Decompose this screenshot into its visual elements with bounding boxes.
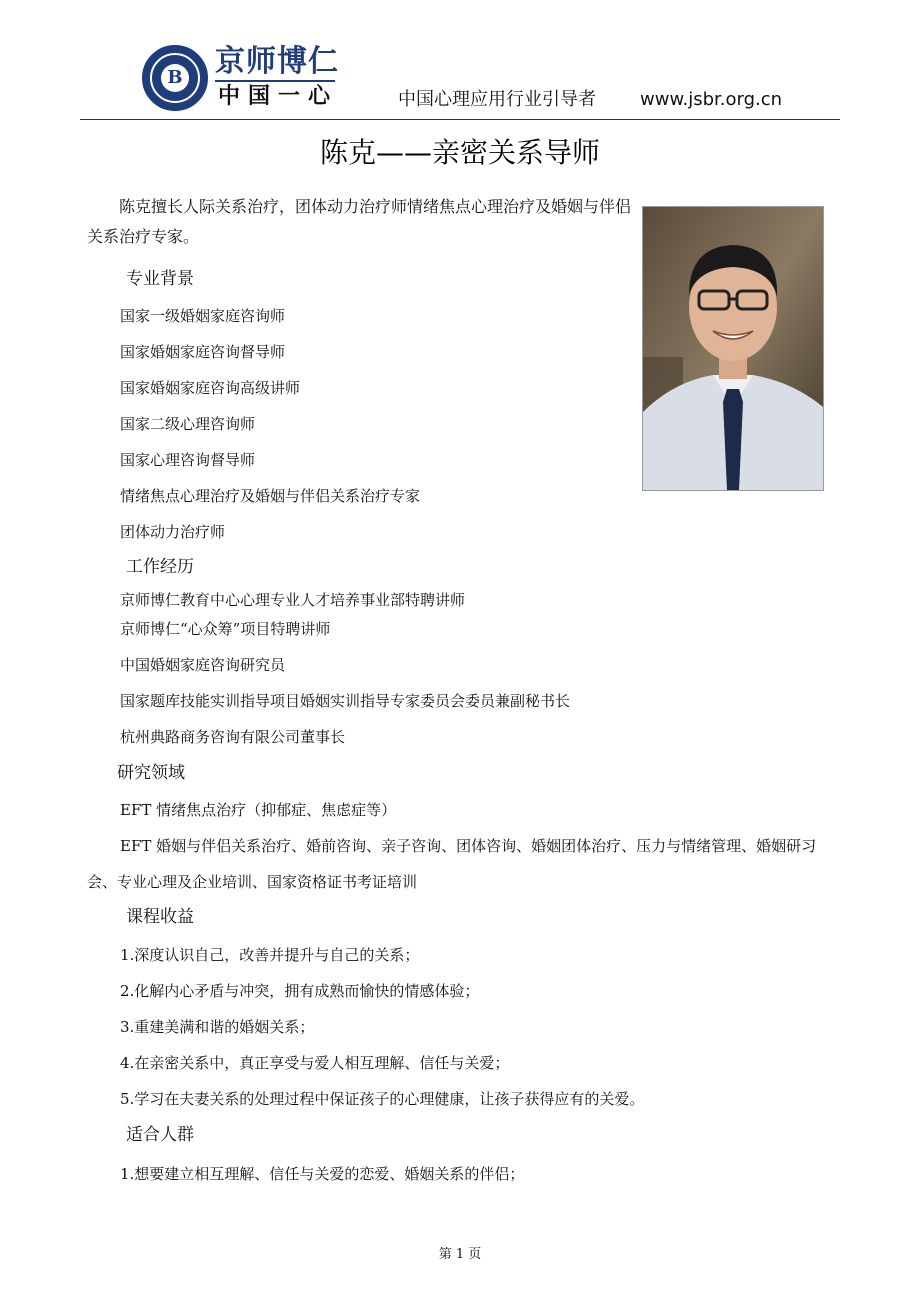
list-item: EFT 婚姻与伴侣关系治疗、婚前咨询、亲子咨询、团体咨询、婚姻团体治疗、压力与情绪管理、婚姻研习会、专业心理及企业培训、国家资格证书考证培训 — [87, 837, 817, 891]
list-item: 国家一级婚姻家庭咨询师 — [120, 307, 286, 325]
section-heading-audience: 适合人群 — [126, 1125, 194, 1145]
list-item: 3.重建美满和谐的婚姻关系； — [120, 1018, 315, 1036]
list-item: 1.想要建立相互理解、信任与关爱的恋爱、婚姻关系的伴侣； — [120, 1165, 525, 1183]
list-item: 京师博仁“心众筹”项目特聘讲师 — [120, 620, 331, 638]
brand-slogan: 中国一心 — [218, 84, 339, 109]
intro-paragraph: 陈克擅长人际关系治疗，团体动力治疗师情绪焦点心理治疗及婚姻与伴侣关系治疗专家。 — [87, 197, 632, 246]
jsbr-seal-logo-icon: B — [142, 45, 208, 111]
list-item: 国家心理咨询督导师 — [120, 451, 256, 469]
list-item: 国家二级心理咨询师 — [120, 415, 256, 433]
list-item: EFT 情绪焦点治疗（抑郁症、焦虑症等） — [120, 801, 397, 819]
header-divider — [80, 119, 840, 120]
section-heading-background: 专业背景 — [126, 269, 194, 289]
header-tagline: 中国心理应用行业引导者 — [398, 89, 596, 110]
list-item: 2.化解内心矛盾与冲突，拥有成熟而愉快的情感体验； — [120, 982, 480, 1000]
header-url: www.jsbr.org.cn — [640, 89, 783, 110]
list-item: 1.深度认识自己，改善并提升与自己的关系； — [120, 946, 420, 964]
list-item: 情绪焦点心理治疗及婚姻与伴侣关系治疗专家 — [120, 487, 421, 505]
section-heading-benefits: 课程收益 — [126, 907, 194, 927]
list-item: 京师博仁教育中心心理专业人才培养事业部特聘讲师 — [120, 591, 466, 609]
list-item: 国家婚姻家庭咨询高级讲师 — [120, 379, 301, 397]
list-item: 国家题库技能实训指导项目婚姻实训指导专家委员会委员兼副秘书长 — [120, 692, 571, 710]
brand-name: 京师博仁 — [215, 44, 339, 79]
list-item: 4.在亲密关系中，真正享受与爱人相互理解、信任与关爱； — [120, 1054, 510, 1072]
list-item: 中国婚姻家庭咨询研究员 — [120, 656, 286, 674]
section-heading-experience: 工作经历 — [126, 557, 194, 577]
list-item: 团体动力治疗师 — [120, 523, 226, 541]
page-number: 第 1 页 — [438, 1247, 482, 1262]
page-title: 陈克——亲密关系导师 — [319, 136, 600, 169]
portrait-photo — [642, 206, 824, 491]
list-item: 5.学习在夫妻关系的处理过程中保证孩子的心理健康，让孩子获得应有的关爱。 — [120, 1090, 645, 1108]
portrait-image-icon — [643, 207, 823, 490]
list-item: 国家婚姻家庭咨询督导师 — [120, 343, 286, 361]
brand-divider — [215, 80, 335, 82]
list-item: 杭州典路商务咨询有限公司董事长 — [120, 728, 346, 746]
section-heading-research: 研究领域 — [117, 763, 185, 783]
